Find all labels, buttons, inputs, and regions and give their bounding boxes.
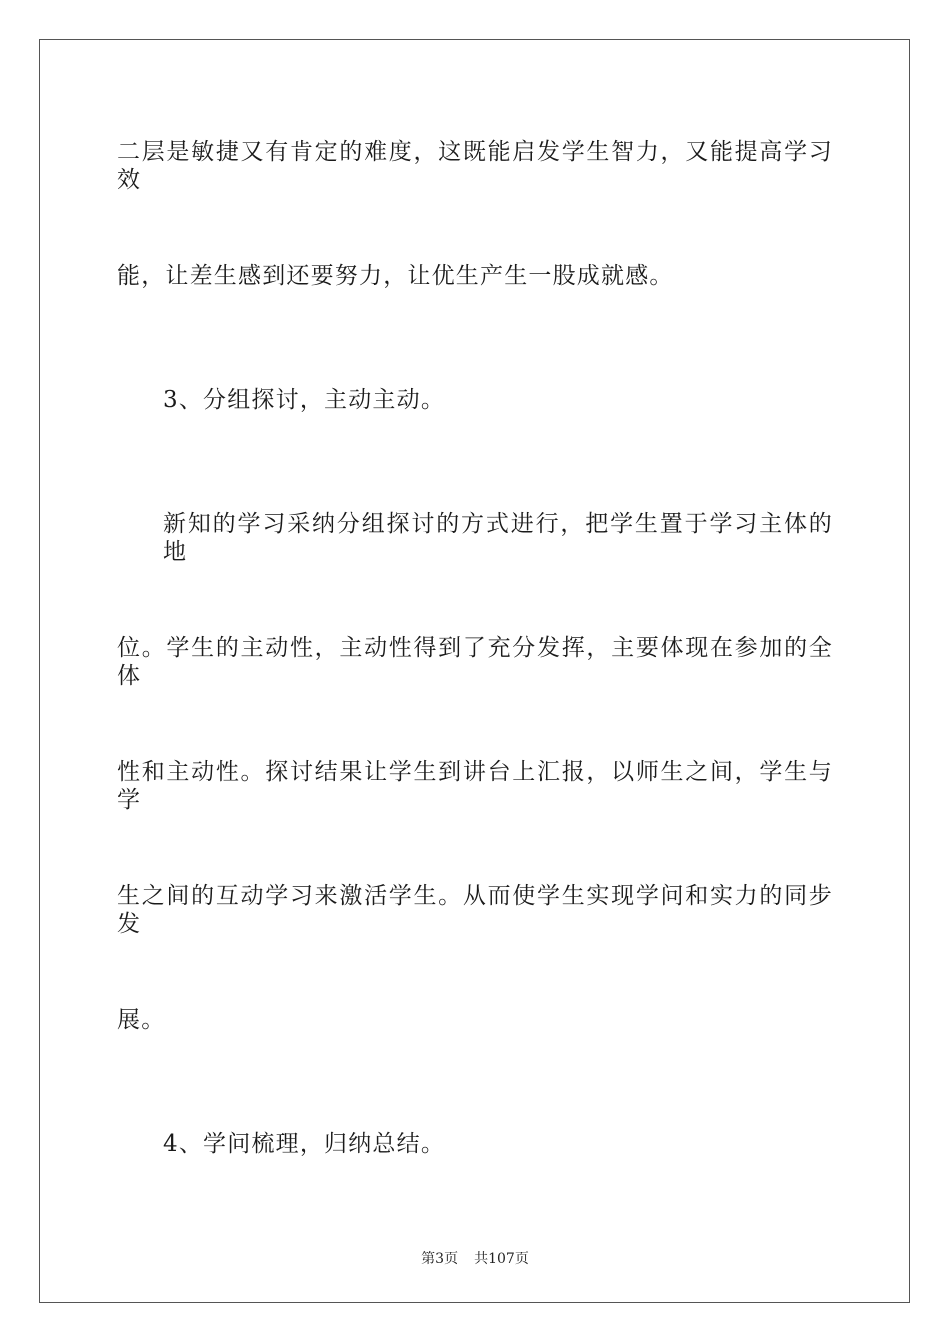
paragraph-line-7: 生之间的互动学习来激活学生。从而使学生实现学问和实力的同步发	[117, 883, 833, 937]
section-heading-4: 4、学问梳理，归纳总结。	[163, 1131, 446, 1157]
paragraph-line-5: 位。学生的主动性，主动性得到了充分发挥，主要体现在参加的全体	[117, 635, 833, 689]
page-footer	[0, 1248, 950, 1268]
page-number: 第3页	[421, 1251, 459, 1267]
page-total: 共107页	[474, 1251, 529, 1267]
paragraph-line-8: 展。	[117, 1007, 166, 1033]
section-heading-3: 3、分组探讨，主动主动。	[163, 387, 446, 413]
paragraph-line-6: 性和主动性。探讨结果让学生到讲台上汇报，以师生之间，学生与学	[117, 759, 833, 813]
paragraph-line-1: 二层是敏捷又有肯定的难度，这既能启发学生智力，又能提高学习效	[117, 139, 833, 193]
paragraph-line-2: 能，让差生感到还要努力，让优生产生一股成就感。	[117, 263, 674, 289]
paragraph-line-4: 新知的学习采纳分组探讨的方式进行，把学生置于学习主体的地	[163, 511, 833, 565]
